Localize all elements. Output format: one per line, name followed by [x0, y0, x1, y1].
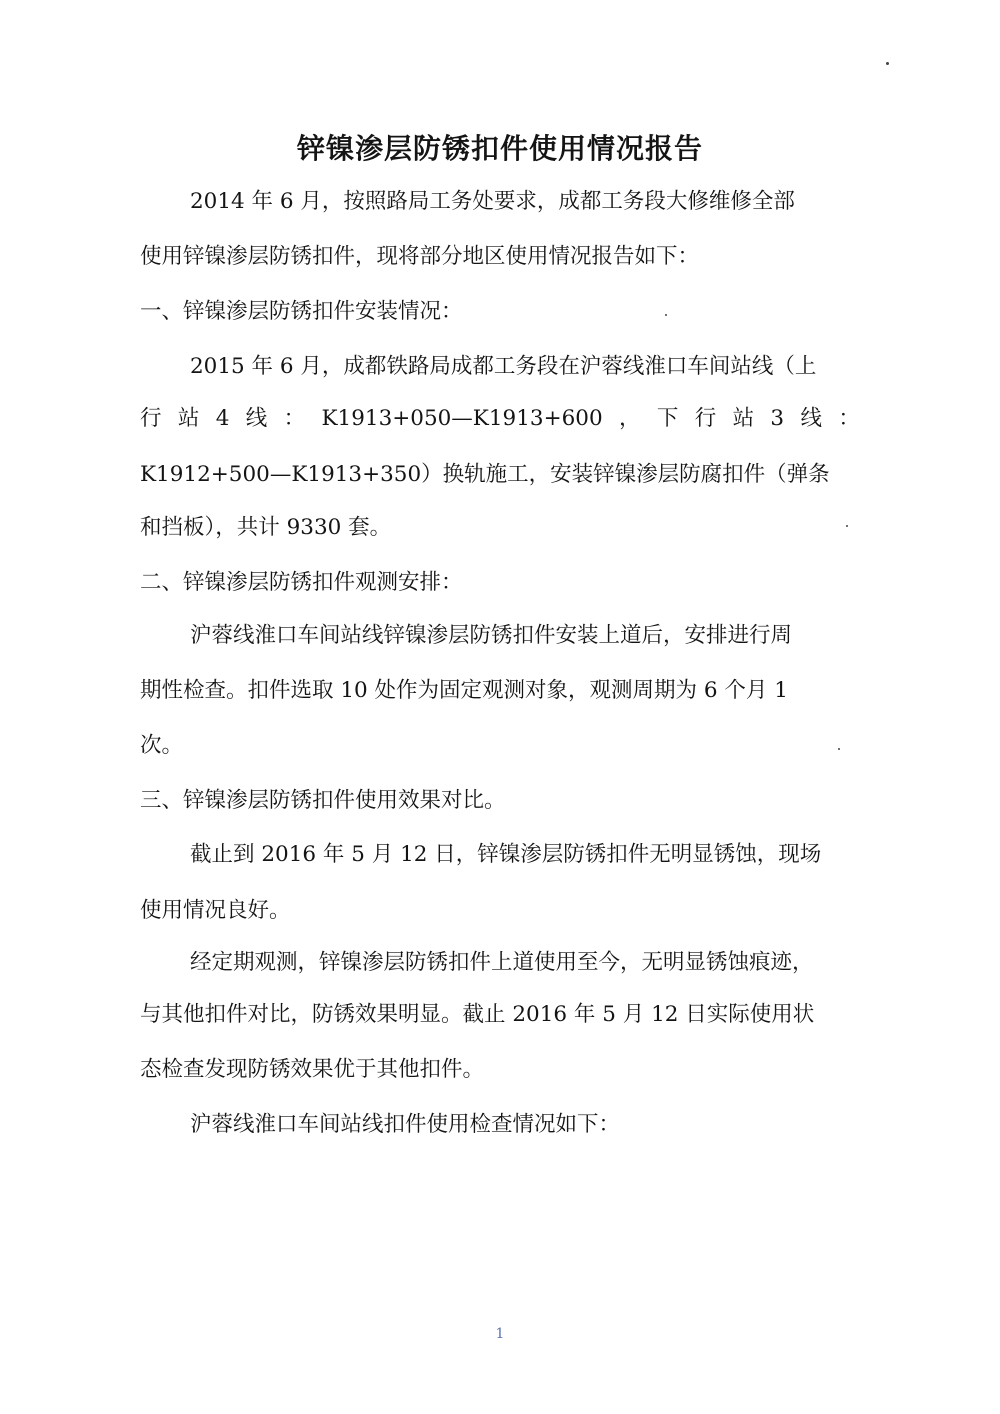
- line-token: ，: [618, 406, 641, 431]
- line-token: 4: [215, 406, 230, 431]
- line-token: K1913+050—K1913+600: [321, 406, 603, 431]
- paragraph-line: K1912+500—K1913+350）换轨施工，安装锌镍渗层防腐扣件（弹条: [140, 462, 830, 487]
- scan-speck: [665, 314, 667, 316]
- report-title: 锌镍渗层防锈扣件使用情况报告: [296, 132, 703, 165]
- paragraph-line: 期性检查。扣件选取 10 处作为固定观测对象，观测周期为 6 个月 1: [140, 678, 788, 703]
- section-heading-1: 一、锌镍渗层防锈扣件安装情况：: [140, 299, 463, 324]
- line-token: 行: [140, 406, 162, 431]
- line-token: 站: [177, 406, 200, 431]
- scan-speck: [886, 62, 889, 65]
- line-token: 行: [694, 406, 717, 431]
- justified-line: [140, 404, 860, 434]
- line-token: 3: [770, 406, 785, 431]
- line-token: 下: [656, 406, 679, 431]
- paragraph-line: 使用锌镍渗层防锈扣件，现将部分地区使用情况报告如下：: [140, 244, 700, 269]
- paragraph-line: 截止到 2016 年 5 月 12 日，锌镍渗层防锈扣件无明显锈蚀，现场: [190, 842, 822, 867]
- scan-speck: [846, 525, 848, 527]
- line-token: ：: [283, 406, 306, 431]
- paragraph-line: 沪蓉线淮口车间站线扣件使用检查情况如下：: [190, 1112, 621, 1137]
- paragraph-line: 经定期观测，锌镍渗层防锈扣件上道使用至今，无明显锈蚀痕迹，: [190, 950, 814, 975]
- paragraph-line: 2014 年 6 月，按照路局工务处要求，成都工务段大修维修全部: [190, 189, 795, 214]
- page-number: 1: [495, 1326, 505, 1342]
- section-heading-3: 三、锌镍渗层防锈扣件使用效果对比。: [140, 788, 506, 813]
- paragraph-line: 和挡板），共计 9330 套。: [140, 515, 392, 540]
- section-heading-2: 二、锌镍渗层防锈扣件观测安排：: [140, 570, 463, 595]
- paragraph-line: 与其他扣件对比，防锈效果明显。截止 2016 年 5 月 12 日实际使用状: [140, 1002, 815, 1027]
- paragraph-line: 次。: [140, 733, 184, 758]
- line-token: 站: [732, 406, 755, 431]
- paragraph-line: 沪蓉线淮口车间站线锌镍渗层防锈扣件安装上道后，安排进行周: [190, 623, 793, 648]
- paragraph-line: 2015 年 6 月，成都铁路局成都工务段在沪蓉线淮口车间站线（上: [190, 354, 817, 379]
- line-token: 线: [800, 406, 822, 431]
- paragraph-line: 使用情况良好。: [140, 898, 291, 923]
- line-token: ：: [838, 406, 860, 431]
- paragraph-line: 态检查发现防锈效果优于其他扣件。: [140, 1057, 485, 1082]
- line-token: 线: [245, 406, 268, 431]
- scan-speck: [838, 748, 840, 750]
